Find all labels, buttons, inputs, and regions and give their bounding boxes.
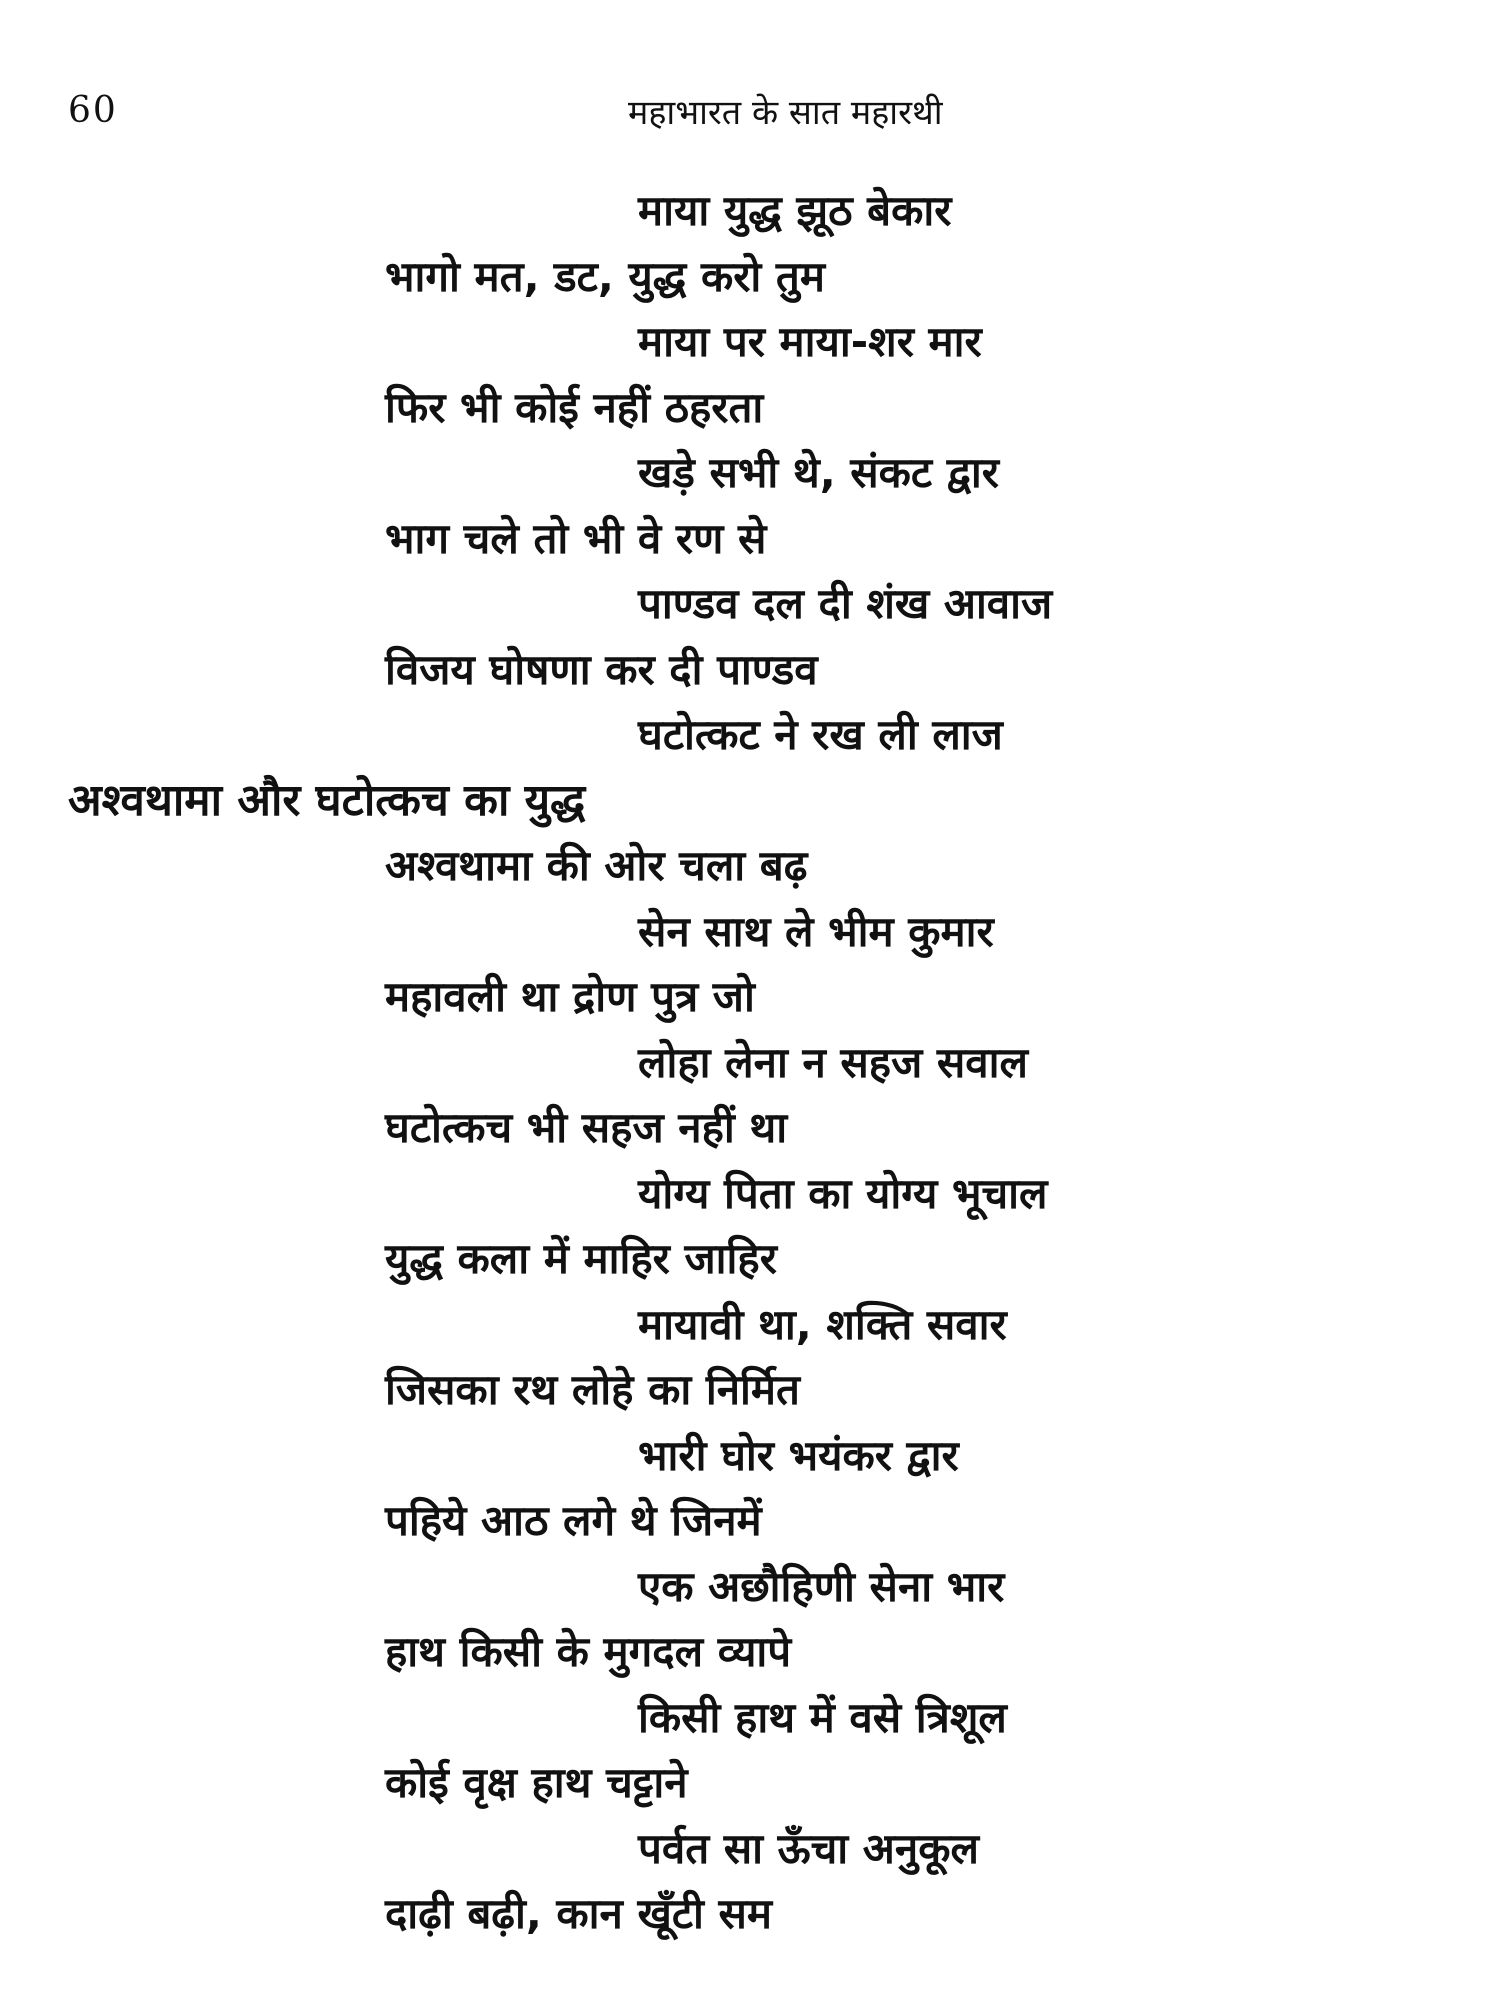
poem-line: योग्य पिता का योग्य भूचाल xyxy=(638,1168,1048,1218)
poem-line: घटोत्कट ने रख ली लाज xyxy=(638,710,1003,759)
poem-line: भाग चले तो भी वे रण से xyxy=(385,513,767,563)
poem-body xyxy=(0,178,1500,1947)
poem-line: सेन साथ ले भीम कुमार xyxy=(638,906,994,956)
poem-line: अश्वथामा की ओर चला बढ़ xyxy=(385,841,808,890)
page-number: 60 xyxy=(68,90,118,131)
poem-line: एक अछौहिणी सेना भार xyxy=(638,1561,1005,1611)
poem-line: फिर भी कोई नहीं ठहरता xyxy=(385,382,764,432)
poem-line: लोहा लेना न सहज सवाल xyxy=(638,1037,1028,1087)
poem-line: विजय घोषणा कर दी पाण्डव xyxy=(385,644,818,694)
poem-line: भागो मत, डट, युद्ध करो तुम xyxy=(385,251,825,301)
poem-line: खड़े सभी थे, संकट द्वार xyxy=(638,448,999,497)
poem-line: दाढ़ी बढ़ी, कान खूँटी सम xyxy=(385,1889,773,1938)
poem-line: जिसका रथ लोहे का निर्मित xyxy=(385,1365,800,1414)
poem-line: महावली था द्रोण पुत्र जो xyxy=(385,972,755,1021)
poem-line: किसी हाथ में वसे त्रिशूल xyxy=(638,1692,1007,1742)
poem-line: पहिये आठ लगे थे जिनमें xyxy=(385,1496,762,1545)
poem-line: पर्वत सा ऊँचा अनुकूल xyxy=(638,1823,979,1873)
poem-line: कोई वृक्ष हाथ चट्टाने xyxy=(385,1758,688,1807)
poem-line: युद्ध कला में माहिर जाहिर xyxy=(385,1234,777,1283)
poem-line: मायावी था, शक्ति सवार xyxy=(638,1299,1007,1349)
poem-line: माया युद्ध झूठ बेकार xyxy=(638,186,952,235)
poem-line: हाथ किसी के मुगदल व्यापे xyxy=(385,1627,792,1676)
poem-line: पाण्डव दल दी शंख आवाज xyxy=(638,579,1053,628)
poem-line: भारी घोर भयंकर द्वार xyxy=(638,1430,959,1480)
running-head: महाभारत के सात महारथी xyxy=(628,93,943,133)
poem-line: माया पर माया-शर मार xyxy=(638,317,982,366)
section-heading: अश्वथामा और घटोत्कच का युद्ध xyxy=(68,774,586,826)
poem-line: घटोत्कच भी सहज नहीं था xyxy=(385,1103,788,1152)
